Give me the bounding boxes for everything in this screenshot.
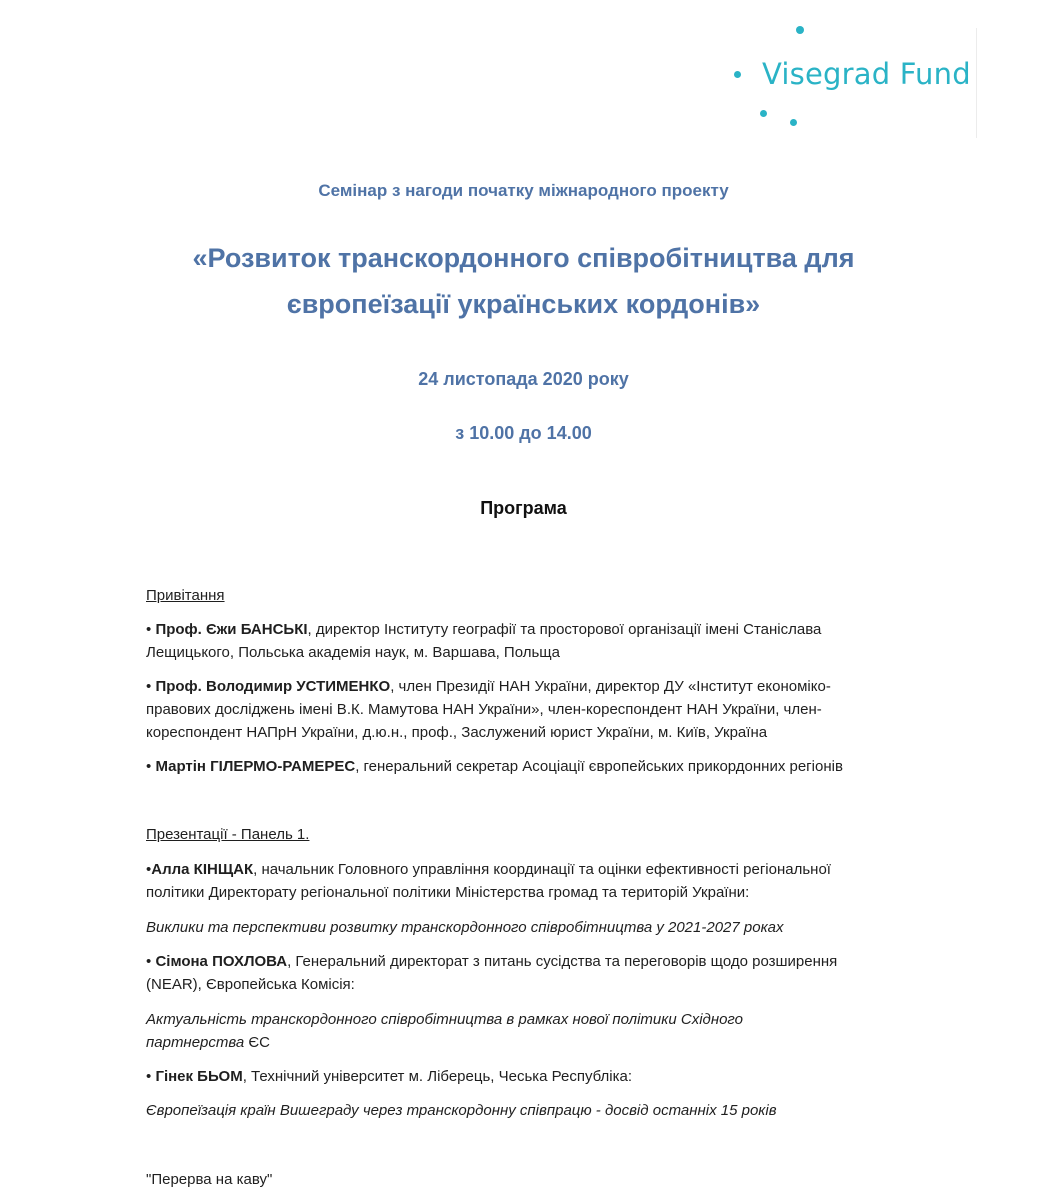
panel-item-line [146,1065,1006,1088]
greeting-item-line [146,675,1006,698]
presentation-topic: Виклики та перспективи розвитку транскордонного співробітництва у 2021-2027 роках [146,919,784,936]
seminar-time: з 10.00 до 14.00 [455,423,592,443]
bullet: • [146,678,152,695]
speaker-desc: , директор Інституту географії та просторової організації імені Станіслава [307,621,822,638]
speaker-desc-line-2: політики Директорату регіональної політики Міністерства громад та територій України: [146,884,750,901]
panel1-title: Презентації - Панель 1. [146,826,310,843]
seminar-subtitle: Семінар з нагоди початку міжнародного проекту [318,181,729,200]
visegrad-fund-logo [720,18,980,138]
speaker-name: Мартін ГІЛЕРМО-РАМЕРЕС [155,758,356,775]
panel1-topic-pokhlova [146,1008,1006,1054]
presentation-topic-line-2 [146,1031,1006,1054]
speaker-desc: , Технічний університет м. Ліберець, Чеська Республіка: [242,1068,633,1085]
speaker-desc-line-3: кореспондент НАПрН України, д.ю.н., проф., Заслужений юрист України, м. Київ, Україна [146,724,768,741]
greeting-item-line [146,755,1006,778]
panel-item-line [146,950,1006,973]
panel1-topic-bohm [146,1099,1006,1122]
greeting-item-line [146,618,1006,641]
bullet: • [146,861,152,878]
panel1-section-title [146,823,1006,846]
coffee-break [146,1168,1006,1191]
logo-dot-bottom-right [790,119,797,126]
greeting-item-guillermo [146,755,1006,778]
seminar-title [0,235,1047,327]
speaker-name: Сімона ПОХЛОВА [155,953,288,970]
speaker-desc: , начальник Головного управління координації та оцінки ефективності регіональної [253,861,831,878]
presentation-topic-italic: партнерства [146,1034,245,1051]
bullet: • [146,621,152,638]
logo-dot-left [734,71,741,78]
panel1-item-bohm [146,1065,1006,1088]
speaker-desc: , Генеральний директорат з питань сусідства та переговорів щодо розширення [287,953,838,970]
seminar-date: 24 листопада 2020 року [418,369,629,389]
coffee-break-label: "Перерва на каву" [146,1171,273,1188]
speaker-desc-line-2: Лещицького, Польська академія наук, м. Варшава, Польща [146,644,560,661]
logo-dot-top [796,26,804,34]
seminar-title-line-1: «Розвиток транскордонного співробітництва для [192,243,855,273]
speaker-name: Проф. Володимир УСТИМЕНКО [155,678,391,695]
speaker-name: Гінек БЬОМ [155,1068,243,1085]
seminar-title-line-2: європеїзації українських кордонів» [286,289,761,319]
bullet: • [146,1068,152,1085]
logo-wordmark: Visegrad Fund [762,57,971,91]
panel1-item-pokhlova [146,950,1006,996]
speaker-desc: , член Президії НАН України, директор ДУ «Інститут економіко- [390,678,831,695]
logo-dot-bottom-left [760,110,767,117]
program-title: Програма [480,498,567,518]
page-edge-line [976,28,977,138]
speaker-name: Проф. Єжи БАНСЬКІ [155,621,308,638]
greeting-item-ustymenko [146,675,1006,744]
bullet: • [146,758,152,775]
presentation-topic: Актуальність транскордонного співробітництва в рамках нової політики Східного [146,1011,743,1028]
speaker-name: Алла КІНЩАК [151,861,254,878]
panel1-topic-kinshchak [146,916,1006,939]
speaker-desc-line-2: правових досліджень імені В.К. Мамутова НАН України», член-кореспондент НАН України, член- [146,701,822,718]
presentation-topic: Європеїзація країн Вишеграду через транскордонну співпрацю - досвід останніх 15 років [146,1102,777,1119]
greeting-section-title [146,584,1006,607]
speaker-desc: , генеральний секретар Асоціації європейських прикордонних регіонів [355,758,843,775]
greeting-title: Привітання [146,587,225,604]
speaker-desc-line-2: (NEAR), Європейська Комісія: [146,976,355,993]
presentation-topic-tail: ЄС [244,1034,270,1051]
bullet: • [146,953,152,970]
panel1-item-kinshchak [146,858,1006,904]
panel-item-line [146,858,1006,881]
greeting-item-banski [146,618,1006,664]
